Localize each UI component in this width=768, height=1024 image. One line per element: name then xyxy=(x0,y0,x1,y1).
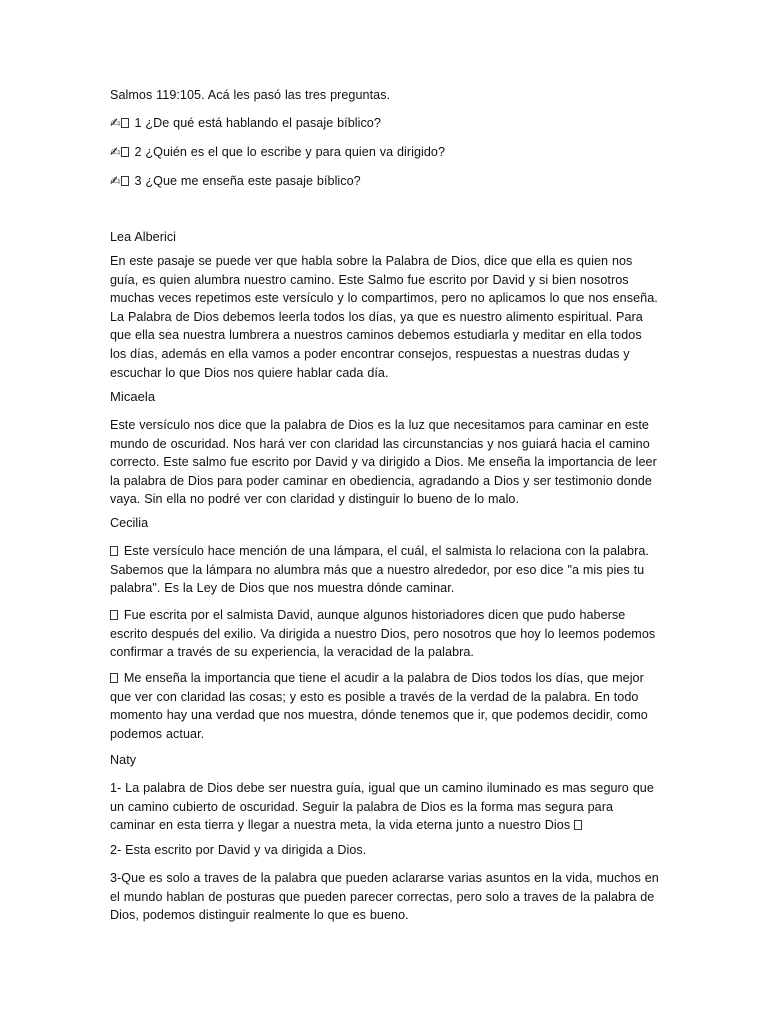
writing-hand-icon: ✍ xyxy=(110,174,121,188)
writing-hand-icon: ✍ xyxy=(110,116,121,130)
cecilia-paragraph-3: Me enseña la importancia que tiene el acudir a la palabra de Dios todos los días, que mejor que ver con claridad las cosas; y esto es posible a través de la verdad de la palabra. En todo momento hay una verdad que nos muestra, dónde tenemos que ir, que podemos decidir, como podemos actuar. xyxy=(110,671,648,741)
writing-hand-icon: ✍ xyxy=(110,145,121,159)
author-heading-micaela: Micaela xyxy=(110,389,156,404)
missing-glyph-icon xyxy=(121,147,129,157)
missing-glyph-icon xyxy=(110,546,118,556)
missing-glyph-icon xyxy=(110,610,118,620)
cecilia-paragraph-2: Fue escrita por el salmista David, aunque algunos historiadores dicen que pudo haberse escrito después del exilio. Va dirigida a nuestro Dios, pero nosotros que hoy lo leemos podemos confirmar a través de su experiencia, la veracidad de la palabra. xyxy=(110,608,656,660)
author-heading-naty: Naty xyxy=(110,753,137,767)
missing-glyph-icon xyxy=(121,118,129,128)
missing-glyph-icon xyxy=(110,673,118,683)
missing-glyph-icon xyxy=(121,176,129,186)
question-3: ✍ 3 ¿Que me enseña este pasaje bíblico? xyxy=(110,172,660,191)
author-heading-cecilia: Cecilia xyxy=(110,516,149,530)
question-2: ✍ 2 ¿Quién es el que lo escribe y para quien va dirigido? xyxy=(110,143,660,162)
cecilia-paragraph-1: Este versículo hace mención de una lámpara, el cuál, el salmista lo relaciona con la palabra. Sabemos que la lámpara no alumbra más que a nuestro alrededor, por eso dice "a mis pies tu palabra". Es la Ley de Dios que nos muestra dónde caminar. xyxy=(110,544,649,596)
naty-paragraph-3: 3-Que es solo a traves de la palabra que pueden aclararse varias asuntos en la vida, muchos en el mundo hablan de posturas que pueden parecer correctas, pero solo a traves de la palabra de Dios, podemos distinguir realmente lo que es bueno. xyxy=(110,871,659,923)
naty-paragraph-2: 2- Esta escrito por David y va dirigida a Dios. xyxy=(110,843,367,857)
author-heading-lea: Lea Alberici xyxy=(110,230,177,244)
naty-paragraph-1: 1- La palabra de Dios debe ser nuestra guía, igual que un camino iluminado es mas seguro que un camino cubierto de oscuridad. Seguir la palabra de Dios es la forma mas segura para caminar en esta tierra y llegar a nuestra meta, la vida eterna junto a nuestro Dios xyxy=(110,781,654,833)
lea-paragraph: En este pasaje se puede ver que habla sobre la Palabra de Dios, dice que ella es quien nos guía, es quien alumbra nuestro camino. Este Salmo fue escrito por David y si bien nosotros muchas veces repetimos este versículo y lo compartimos, pero no aplicamos lo que nos enseña. La Palabra de Dios debemos leerla todos los días, ya que es nuestro alimento espiritual. Para que ella sea nuestra lumbrera a nuestros caminos debemos estudiarla y meditar en ella todos los días, además en ella vamos a poder encontrar consejos, respuestas a nuestras dudas y escuchar lo que Dios nos quiere hablar cada día. xyxy=(110,254,658,380)
question-1: ✍ 1 ¿De qué está hablando el pasaje bíblico? xyxy=(110,114,660,133)
document-page xyxy=(110,0,660,1024)
intro-line: Salmos 119:105. Acá les pasó las tres preguntas. xyxy=(110,88,391,102)
missing-glyph-icon xyxy=(574,820,582,830)
micaela-paragraph: Este versículo nos dice que la palabra de Dios es la luz que necesitamos para caminar en este mundo de oscuridad. Nos hará ver con claridad las circunstancias y nos guiará hacia el camino correcto. Este salmo fue escrito por David y va dirigido a Dios. Me enseña la importancia de leer la palabra de Dios para poder caminar en obediencia, agradando a Dios y ser testimonio donde vaya. Sin ella no podré ver con claridad y distinguir lo bueno de lo malo. xyxy=(110,418,657,507)
